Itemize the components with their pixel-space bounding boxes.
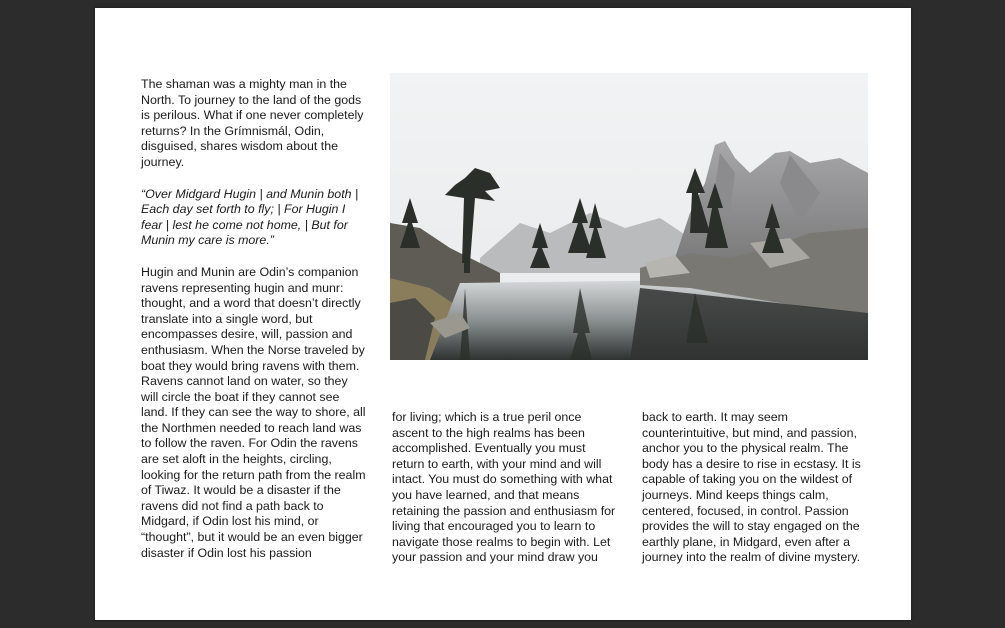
- body-paragraph-2: for living; which is a true peril once ascent to the high realms has been accomplished. Eventually you must return to earth, with your mind and will intact. You must do something with what you have learned, and that means retaining the passion and enthusiasm for living that encouraged you to learn to navigate those realms to begin with. Let your passion and your mind draw you: [392, 410, 616, 565]
- text-column-1: [141, 77, 367, 561]
- body-paragraph-3: back to earth. It may seem counterintuitive, but mind, and passion, anchor you to the physical realm. The body has a desire to rise in ecstasy. It is capable of taking you on the wildest of journeys. Mind keeps things calm, centered, focused, in control. Passion provides the will to stay engaged on the earthly plane, in Midgard, even after a journey into the realm of divine mystery.: [642, 410, 861, 565]
- intro-paragraph: The shaman was a mighty man in the North. To journey to the land of the gods is perilous. What if one never completely returns? In the Grímnismál, Odin, disguised, shares wisdom about the journey.: [141, 77, 364, 169]
- document-page: [95, 8, 911, 620]
- poem-quote: “Over Midgard Hugin | and Munin both | Each day set forth to fly; | For Hugin I fear | lest he come not home, | But for Munin my care is more.”: [141, 186, 359, 248]
- text-column-3: [642, 410, 868, 566]
- text-column-2: [392, 410, 620, 566]
- mountain-lake-photo: [390, 73, 868, 360]
- body-paragraph-1: Hugin and Munin are Odin’s companion ravens representing hugin and munr: thought, and a word that doesn’t directly translate into a single word, but encompasses desire, will, passion and enthusiasm. When the Norse traveled by boat they would bring ravens with them. Ravens cannot land on water, so they will circle the boat if they cannot see land. If they can see the way to shore, all the Northmen needed to reach land was to follow the raven. For Odin the ravens are set aloft in the heights, circling, looking for the return path from the realm of Tiwaz. It would be a disaster if the ravens did not find a path back to Midgard, if Odin lost his mind, or “thought”, but it would be an even bigger disaster if Odin lost his passion: [141, 264, 366, 560]
